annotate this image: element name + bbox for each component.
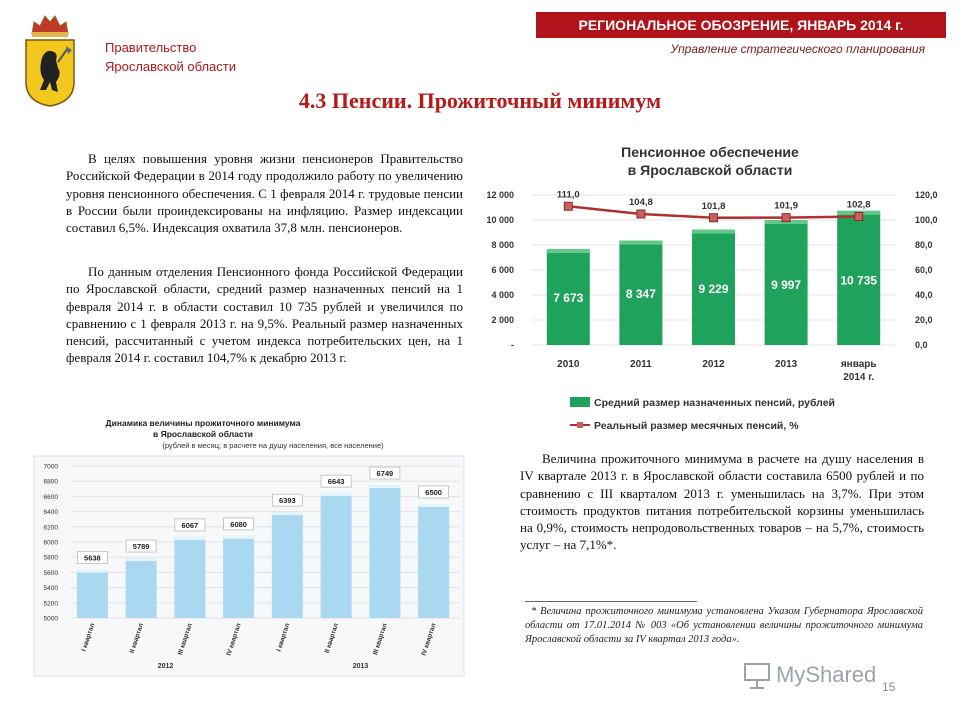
minimum-bar-top bbox=[369, 485, 400, 488]
pension-category-label: 2013 bbox=[774, 359, 798, 370]
footnote: * Величина прожиточного минимума установлена Указом Губернатора Ярославской области от 17.01.2014 № 003 «Об установлении величины прожиточного минимума Ярославской области за IV квартал 2013 года». bbox=[525, 606, 923, 645]
minimum-bar-top bbox=[174, 537, 205, 540]
pension-category-label: 2011 bbox=[630, 359, 652, 370]
pension-left-tick: 4 000 bbox=[491, 290, 514, 300]
page-number: 15 bbox=[882, 680, 896, 694]
pension-line-label: 102,8 bbox=[846, 199, 871, 211]
pension-bar-label: 7 673 bbox=[553, 290, 584, 305]
minimum-category-label: III квартал bbox=[176, 622, 194, 656]
minimum-group-label: 2013 bbox=[352, 663, 369, 670]
minimum-bar-label: 6643 bbox=[327, 477, 345, 487]
paragraph-subsistence-minimum: Величина прожиточного минимума в расчете на душу населения в IV квартале 2013 г. в Ярославской области составила 6500 рублей и по сравнению с III кварталом 2013 г. уменьшилась на 3,7%. При этом стоимость продуктов питания потребительской корзины уменьшилась на 0,9%, стоимость непродовольственных товаров – на 5,7%, стоимость услуг – на 7,1%*. bbox=[520, 451, 924, 553]
minimum-bar-label: 5638 bbox=[84, 553, 101, 563]
minimum-tick: 5000 bbox=[43, 615, 58, 623]
pension-line-label: 101,9 bbox=[774, 200, 798, 212]
minimum-category-label: I квартал bbox=[275, 622, 292, 653]
pension-left-tick: 10 000 bbox=[486, 215, 514, 225]
minimum-bar-top bbox=[77, 570, 108, 573]
paragraph-indexation: В целях повышения уровня жизни пенсионеров Правительство Российской Федерации в 2014 году продолжило работу по увеличению уровня пенсионного обеспечения. С 1 февраля 2014 г. трудовые пенсии в России были проиндексированы на инфляцию. Размер индексации составил 6,5%. Индексация охватила 37,8 млн. пенсионеров. bbox=[66, 151, 463, 236]
pension-right-tick: 100,0 bbox=[915, 215, 938, 225]
pension-left-tick: 6 000 bbox=[491, 265, 514, 275]
minimum-bar bbox=[174, 537, 205, 618]
minimum-bar-label: 6749 bbox=[376, 469, 394, 479]
minimum-category-label: II квартал bbox=[128, 622, 146, 655]
pension-left-tick: - bbox=[511, 340, 514, 350]
minimum-bar bbox=[321, 493, 352, 618]
minimum-tick: 5800 bbox=[43, 554, 58, 562]
pension-line-label: 111,0 bbox=[556, 189, 580, 201]
minimum-bar bbox=[272, 512, 303, 618]
minimum-tick: 5200 bbox=[43, 600, 58, 608]
minimum-bar bbox=[369, 485, 400, 618]
minimum-group-label: 2012 bbox=[157, 663, 174, 670]
pension-chart bbox=[470, 135, 950, 435]
minimum-tick: 5400 bbox=[43, 585, 58, 593]
gov-line-2: Ярославской области bbox=[105, 59, 236, 74]
minimum-bar-label: 5789 bbox=[132, 542, 150, 552]
minimum-tick: 7000 bbox=[43, 463, 58, 471]
pension-chart-title-2: в Ярославской области bbox=[627, 162, 793, 178]
minimum-bar bbox=[126, 558, 157, 618]
pension-line-label: 104,8 bbox=[629, 197, 653, 208]
pension-line-label: 101,8 bbox=[701, 200, 726, 212]
pension-bar-label: 10 735 bbox=[840, 273, 878, 288]
minimum-tick: 6400 bbox=[43, 509, 58, 517]
gov-line-1: Правительство bbox=[105, 40, 197, 55]
pension-right-tick: 60,0 bbox=[915, 265, 933, 275]
pension-left-tick: 8 000 bbox=[491, 240, 514, 250]
pension-bar-top bbox=[619, 241, 662, 245]
pension-right-tick: 0,0 bbox=[915, 340, 928, 350]
pension-bar-label: 9 997 bbox=[771, 277, 802, 292]
minimum-bar bbox=[77, 570, 108, 618]
department-name: Управление стратегического планирования bbox=[670, 42, 925, 56]
pension-chart-title-1: Пенсионное обеспечение bbox=[621, 144, 799, 160]
legend-label-bars: Средний размер назначенных пенсий, рублей bbox=[594, 397, 836, 409]
minimum-chart-title-1: Динамика величины прожиточного минимума bbox=[105, 418, 301, 428]
minimum-bar-label: 6500 bbox=[425, 488, 442, 497]
footnote-divider bbox=[525, 601, 697, 602]
pension-bar-top bbox=[547, 249, 590, 253]
legend-marker-series bbox=[577, 422, 583, 428]
subsistence-minimum-chart bbox=[28, 410, 468, 680]
header-banner: РЕГИОНАЛЬНОЕ ОБОЗРЕНИЕ, ЯНВАРЬ 2014 г. bbox=[536, 12, 946, 38]
minimum-tick: 6200 bbox=[43, 524, 58, 532]
presentation-board-icon bbox=[742, 660, 772, 690]
legend-swatch-bars bbox=[570, 397, 590, 407]
pension-bar-top bbox=[692, 230, 735, 234]
pension-category-sublabel: 2014 г. bbox=[843, 372, 875, 383]
minimum-category-label: III квартал bbox=[371, 622, 389, 656]
minimum-bar bbox=[418, 504, 449, 618]
government-name bbox=[105, 38, 236, 76]
minimum-bar-label: 6080 bbox=[230, 519, 247, 529]
minimum-bar-top bbox=[126, 558, 157, 561]
pension-left-tick: 2 000 bbox=[491, 315, 514, 325]
pension-left-tick: 12 000 bbox=[486, 190, 514, 200]
minimum-bar bbox=[223, 536, 254, 618]
pension-category-label: 2012 bbox=[702, 359, 725, 370]
minimum-tick: 6800 bbox=[43, 478, 58, 486]
minimum-chart-title-2: в Ярославской области bbox=[153, 429, 253, 439]
pension-right-tick: 80,0 bbox=[915, 240, 933, 250]
pension-right-tick: 120,0 bbox=[915, 190, 938, 200]
pension-category-label: январь bbox=[840, 359, 877, 370]
minimum-tick: 5600 bbox=[43, 569, 58, 577]
minimum-bar-label: 6393 bbox=[279, 496, 296, 506]
minimum-bar-top bbox=[223, 536, 254, 539]
pension-bar-label: 8 347 bbox=[625, 287, 656, 302]
minimum-tick: 6600 bbox=[43, 493, 58, 501]
minimum-bar-top bbox=[321, 493, 352, 496]
minimum-category-label: IV квартал bbox=[420, 622, 438, 657]
minimum-bar-top bbox=[272, 512, 303, 515]
pension-line-marker bbox=[782, 214, 790, 222]
minimum-category-label: IV квартал bbox=[225, 622, 243, 657]
pension-bar-label: 9 229 bbox=[698, 282, 729, 297]
minimum-category-label: I квартал bbox=[80, 622, 97, 653]
minimum-bar-label: 6067 bbox=[181, 520, 199, 530]
pension-right-tick: 40,0 bbox=[915, 290, 933, 300]
pension-right-tick: 20,0 bbox=[915, 315, 933, 325]
minimum-category-label: II квартал bbox=[323, 622, 341, 655]
minimum-bar-top bbox=[418, 504, 449, 507]
watermark: MyShared bbox=[776, 662, 877, 687]
legend-label-line: Реальный размер месячных пенсий, % bbox=[594, 420, 799, 432]
minimum-tick: 6000 bbox=[43, 539, 58, 547]
paragraph-pension-size: По данным отделения Пенсионного фонда Российской Федерации по Ярославской области, средний размер назначенных пенсий на 1 февраля 2014 г. в области составил 10 735 рублей и увеличился по сравнению с 1 февраля 2013 г. на 9,5%. Реальный размер назначенных пенсий, рассчитанный с учетом индекса потребительских цен, на 1 февраля 2014 г. составил 104,7% к декабрю 2013 г. bbox=[66, 264, 463, 366]
pension-category-label: 2010 bbox=[557, 359, 580, 370]
pension-line-marker bbox=[564, 202, 572, 210]
minimum-chart-subtitle: (рублей в месяц; в расчете на душу населения, все население) bbox=[162, 441, 384, 450]
page-title: 4.3 Пенсии. Прожиточный минимум bbox=[298, 88, 662, 113]
pension-line-marker bbox=[637, 210, 645, 218]
pension-line-marker bbox=[710, 214, 718, 222]
pension-line-marker bbox=[855, 213, 863, 221]
